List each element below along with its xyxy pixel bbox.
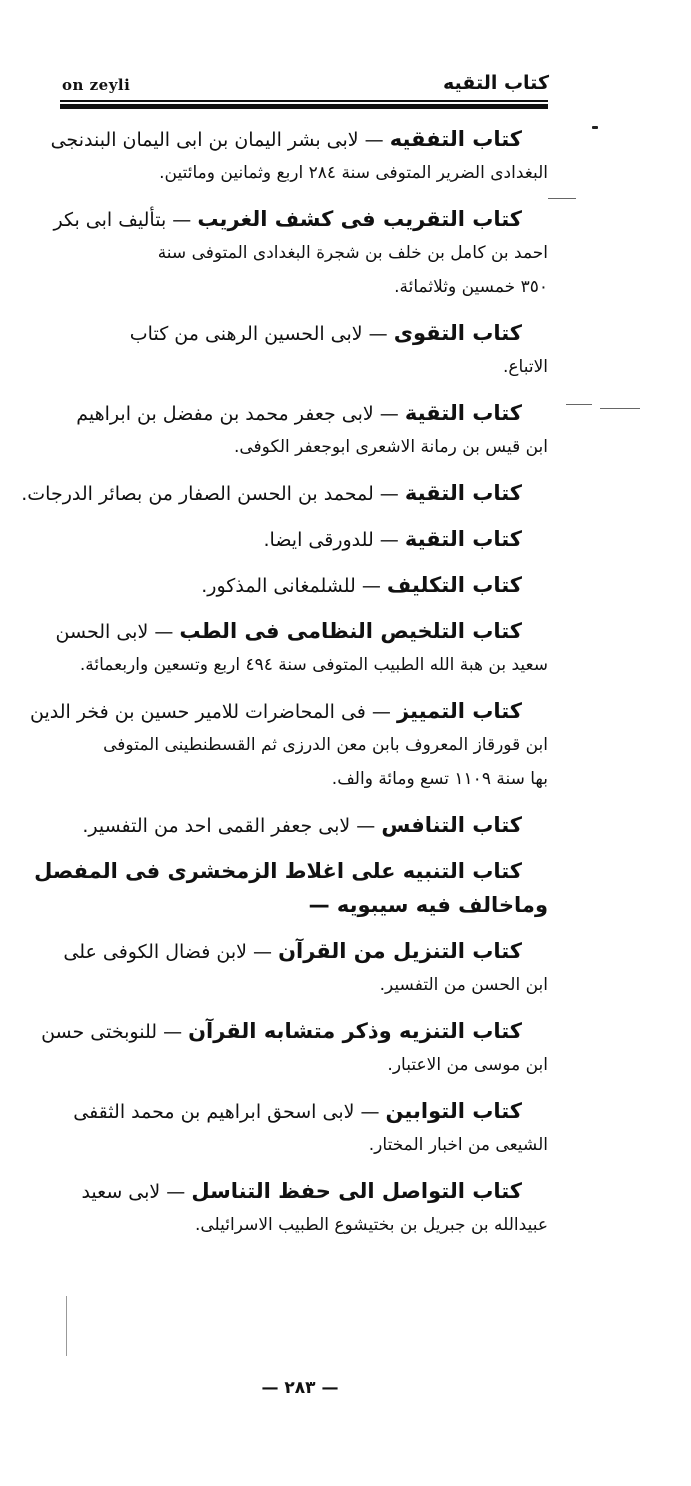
entry-first-line	[62, 808, 548, 842]
entry	[21, 476, 548, 510]
entry	[62, 808, 548, 842]
entry	[62, 1174, 548, 1242]
entry-text: — لمحمد بن الحسن الصفار من بصائر الدرجات.	[21, 483, 399, 505]
entry-text: — لابى الحسين الرهنى من كتاب	[129, 323, 388, 345]
entry-text: — لابى الحسن	[55, 621, 174, 643]
entries-list	[21, 122, 548, 1254]
entry-title: كتاب التوابين	[385, 1099, 522, 1123]
entry-text: عبيدالله بن جبريل بن بختيشوع الطبيب الاسرائيلى.	[194, 1215, 548, 1235]
entry-text: — لابى جعفر محمد بن مفضل بن ابراهيم	[76, 403, 399, 425]
entry-first-line	[62, 522, 548, 556]
entry-title: كتاب التقية	[404, 481, 522, 505]
entry-first-line	[62, 396, 548, 430]
entry-text: الاتباع.	[502, 357, 548, 377]
entry-title: كتاب التقوى	[393, 321, 522, 345]
entry	[62, 568, 548, 602]
entry-text: — لابى بشر اليمان بن ابى اليمان البندنجى	[50, 129, 384, 151]
entry-first-line	[53, 202, 548, 236]
page-number: — ٢٨٣ —	[261, 1378, 339, 1398]
entry-title: كتاب التنزيل من القرآن	[278, 939, 522, 963]
entry	[50, 122, 548, 190]
entry-title: كتاب التنافس	[381, 813, 522, 837]
margin-mark	[548, 198, 576, 199]
entry-title: كتاب التقية	[404, 527, 522, 551]
entry-text: ٣٥٠ خمسين وثلاثمائة.	[394, 277, 548, 297]
entry	[62, 934, 548, 1002]
entry-title: كتاب التفقيه	[389, 127, 522, 151]
entry-text: ابن قيس بن رمانة الاشعرى ابوجعفر الكوفى.	[233, 437, 548, 457]
entry-first-line	[62, 1094, 548, 1128]
entry-first-line	[62, 316, 548, 350]
entry	[62, 522, 548, 556]
entry-first-line	[50, 122, 548, 156]
entry-title: كتاب التنزيه وذكر متشابه القرآن	[188, 1019, 522, 1043]
entry	[62, 316, 548, 384]
entry-text: احمد بن كامل بن خلف بن شجرة البغدادى المتوفى سنة	[157, 243, 548, 263]
entry-title: كتاب التكليف	[386, 573, 522, 597]
entry-first-line	[62, 934, 548, 968]
entry-text: البغدادى الضرير المتوفى سنة ٢٨٤ اربع وثمانين ومائتين.	[159, 163, 548, 183]
entry-text: — للدورقى ايضا.	[263, 529, 399, 551]
entry-title: كتاب التنبيه على اغلاط الزمخشرى فى المفصل	[34, 859, 522, 883]
entry-first-line	[41, 1014, 548, 1048]
header-rule-thin	[60, 100, 548, 102]
entry-text: — للشلمغانى المذكور.	[201, 575, 381, 597]
entry-text: — لابى سعيد	[81, 1181, 186, 1203]
header-left-text: on zeyli	[62, 76, 131, 94]
entry-text: وماخالف فيه سيبويه —	[308, 893, 548, 917]
entry-title: كتاب التلخيص النظامى فى الطب	[179, 619, 522, 643]
entry	[62, 1094, 548, 1162]
entry-text: ابن الحسن من التفسير.	[379, 975, 548, 995]
entry	[53, 202, 548, 304]
entry	[34, 854, 548, 922]
entry-title: كتاب التواصل الى حفظ التناسل	[191, 1179, 522, 1203]
entry-title: كتاب التمييز	[396, 699, 522, 723]
entry-first-line	[34, 854, 548, 888]
stray-dot	[592, 126, 598, 129]
margin-rule	[66, 1296, 67, 1356]
entry-title: كتاب التقية	[404, 401, 522, 425]
margin-mark	[566, 404, 592, 405]
entry-text: الشيعى من اخبار المختار.	[368, 1135, 548, 1155]
entry-text: — لابن فضال الكوفى على	[63, 941, 273, 963]
entry-text: — فى المحاضرات للامير حسين بن فخر الدين	[30, 701, 391, 723]
entry-first-line	[55, 614, 548, 648]
entry-text: سعيد بن هبة الله الطبيب المتوفى سنة ٤٩٤ اربع وتسعين واربعمائة.	[79, 655, 548, 675]
entry-text: — لابى جعفر القمى احد من التفسير.	[82, 815, 376, 837]
entry-text: ابن قورقاز المعروف بابن معن الدرزى ثم القسطنطينى المتوفى	[103, 735, 548, 755]
entry-text: ابن موسى من الاعتبار.	[387, 1055, 548, 1075]
entry-text: — لابى اسحق ابراهيم بن محمد الثقفى	[73, 1101, 380, 1123]
header-rule-thick	[60, 104, 548, 109]
entry-first-line	[62, 1174, 548, 1208]
entry	[62, 396, 548, 464]
entry-text: — بتأليف ابى بكر	[53, 209, 192, 231]
entry-first-line	[62, 568, 548, 602]
entry-first-line	[21, 476, 548, 510]
entry-title: كتاب التقريب فى كشف الغريب	[197, 207, 522, 231]
entry	[30, 694, 548, 796]
entry	[55, 614, 548, 682]
running-title: كتاب التقيه	[442, 72, 549, 94]
margin-mark	[600, 408, 640, 409]
entry-text: — للنوبختى حسن	[41, 1021, 183, 1043]
entry-first-line	[30, 694, 548, 728]
entry	[41, 1014, 548, 1082]
entry-text: بها سنة ١١٠٩ تسع ومائة والف.	[331, 769, 548, 789]
